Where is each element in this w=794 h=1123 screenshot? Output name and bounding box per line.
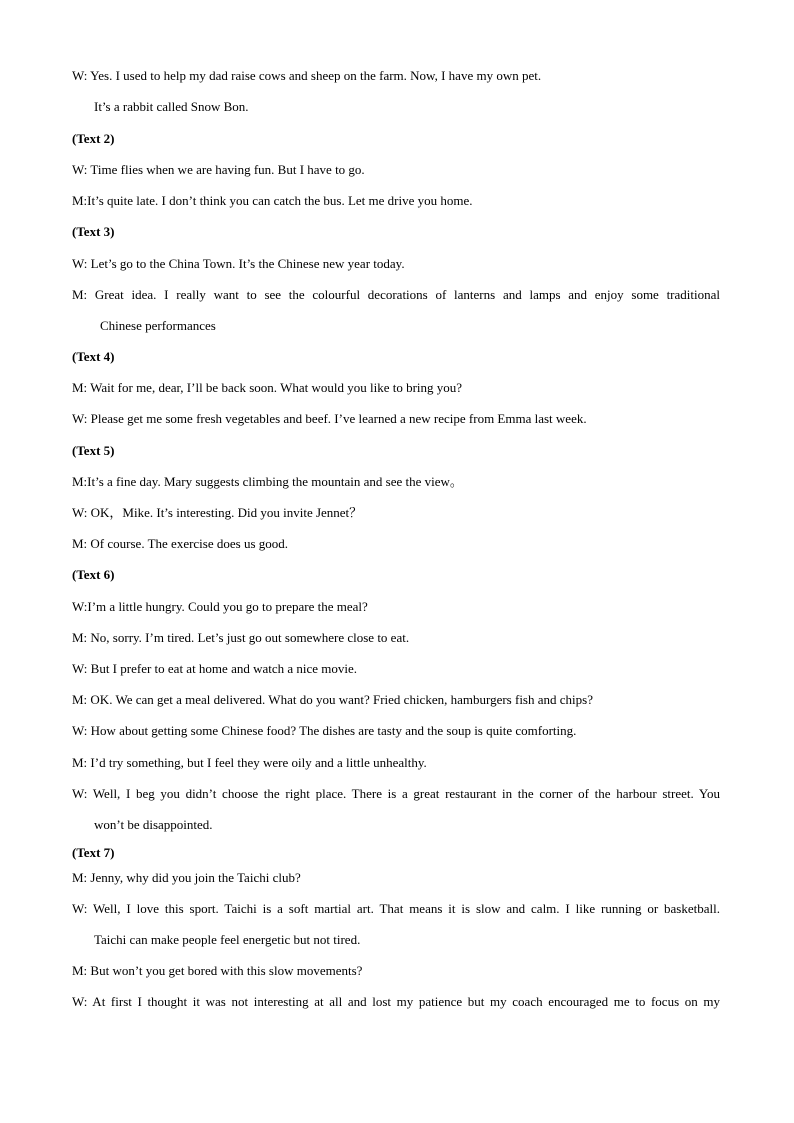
dialogue-line: W: At first I thought it was not interesting at all and lost my patience but my coach encouraged me to focus on my <box>72 994 720 1009</box>
dialogue-line: M: No, sorry. I’m tired. Let’s just go out somewhere close to eat. <box>72 630 410 645</box>
dialogue-line: W: OK，Mike. It’s interesting. Did you invite Jennet？ <box>72 505 363 520</box>
dialogue-line-continuation: Chinese performances <box>100 318 216 333</box>
dialogue-line: M: Great idea. I really want to see the colourful decorations of lanterns and lamps and enjoy some traditional <box>72 287 720 302</box>
dialogue-line-continuation: It’s a rabbit called Snow Bon. <box>94 99 249 114</box>
dialogue-line: W: Well, I love this sport. Taichi is a soft martial art. That means it is slow and calm. I like running or basketball. <box>72 901 720 916</box>
dialogue-line: M: I’d try something, but I feel they were oily and a little unhealthy. <box>72 755 427 770</box>
dialogue-line: M: Of course. The exercise does us good. <box>72 536 289 551</box>
dialogue-line: W: Yes. I used to help my dad raise cows and sheep on the farm. Now, I have my own pet. <box>72 68 542 83</box>
section-heading: (Text 5) <box>72 443 115 458</box>
dialogue-line-continuation: won’t be disappointed. <box>94 817 213 832</box>
dialogue-line: W: Please get me some fresh vegetables and beef. I’ve learned a new recipe from Emma last week. <box>72 411 587 426</box>
dialogue-line: W: How about getting some Chinese food? The dishes are tasty and the soup is quite comforting. <box>72 723 577 738</box>
dialogue-line: M: But won’t you get bored with this slow movements? <box>72 963 363 978</box>
dialogue-line-continuation: Taichi can make people feel energetic but not tired. <box>94 932 361 947</box>
section-heading: (Text 3) <box>72 224 115 239</box>
section-heading: (Text 6) <box>72 567 115 582</box>
dialogue-line: M: OK. We can get a meal delivered. What do you want? Fried chicken, hamburgers fish and chips? <box>72 692 593 707</box>
section-heading: (Text 2) <box>72 131 115 146</box>
dialogue-line: M: Wait for me, dear, I’ll be back soon. What would you like to bring you? <box>72 380 463 395</box>
dialogue-line: W: Well, I beg you didn’t choose the right place. There is a great restaurant in the corner of the harbour street. You <box>72 786 720 801</box>
dialogue-line: M: Jenny, why did you join the Taichi club? <box>72 870 301 885</box>
dialogue-line: W: Let’s go to the China Town. It’s the Chinese new year today. <box>72 256 405 271</box>
dialogue-line: M:It’s quite late. I don’t think you can catch the bus. Let me drive you home. <box>72 193 473 208</box>
dialogue-line: W:I’m a little hungry. Could you go to prepare the meal? <box>72 599 368 614</box>
section-heading: (Text 7) <box>72 845 115 860</box>
dialogue-line: W: But I prefer to eat at home and watch a nice movie. <box>72 661 358 676</box>
section-heading: (Text 4) <box>72 349 115 364</box>
dialogue-line: M:It’s a fine day. Mary suggests climbing the mountain and see the view。 <box>72 474 463 489</box>
dialogue-line: W: Time flies when we are having fun. But I have to go. <box>72 162 365 177</box>
